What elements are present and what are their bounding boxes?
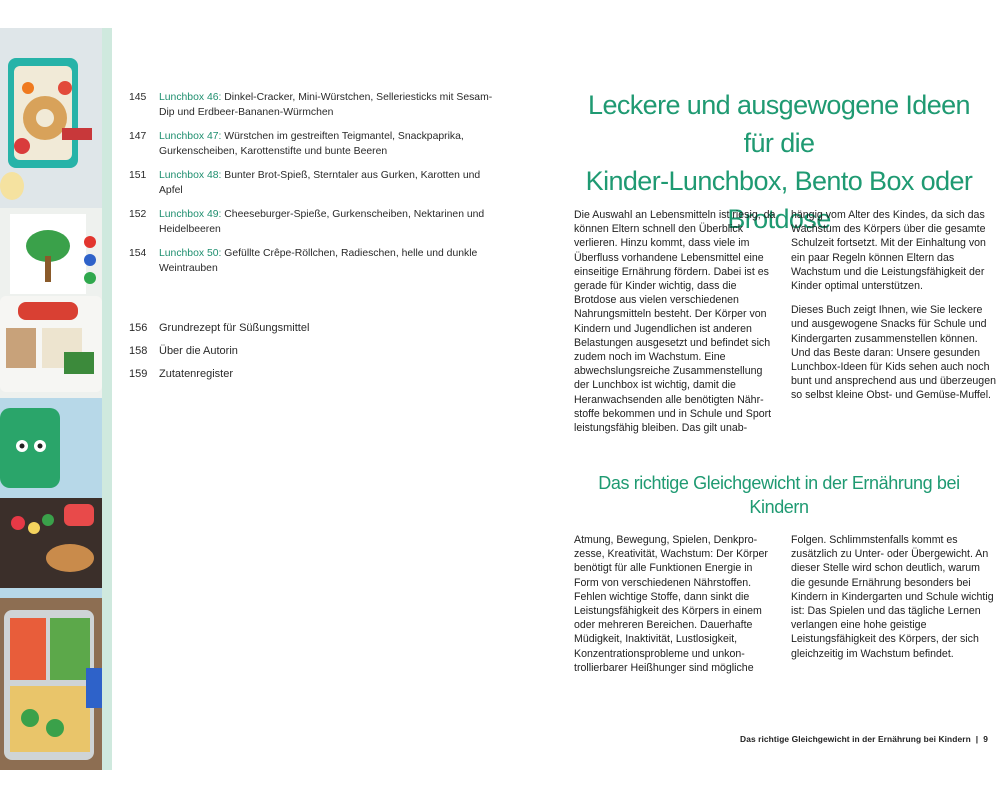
section-heading: Das richtige Gleichgewicht in der Ernährung bei Kindern [598, 473, 960, 517]
toc-entry-text [159, 90, 499, 120]
toc-entry-text [159, 129, 499, 159]
running-footer [740, 734, 988, 744]
footer-page-number: 9 [983, 734, 988, 744]
toc-spacer [129, 285, 499, 321]
intro-paragraph: Die Auswahl an Lebensmitteln ist riesig, da können Eltern schnell den Überblick verlieren. Hinzu kommt, dass viele im Überfluss vorhandene Lebensmittel eine einseitige Ernährung fördern. Dabei ist es gerade für Kinder wichtig, dass die Brotdose aus vielen verschiedenen Nahrungsmitteln besteht. Der Körper von Kindern und Jugendlichen ist anderen Belastungen ausgesetzt und befindet sich zudem noch im Wachstum. Eine abwechslungsreiche Zusammenstellung der Lunchbox ist wichtig, damit die Heranwachsenden alle benötigten Nährstoffe bekommen und in Schule und Sport leistungsfähig bleiben. Das gilt unab- [574, 209, 776, 435]
toc-description: Dinkel-Cracker, Mini-Würstchen, Selleriesticks mit Sesam-Dip und Erdbeer-Bananen-Würmchen [159, 92, 493, 118]
toc-entry-text [159, 246, 499, 276]
toc-lunchbox-label: Lunchbox 46: [159, 92, 222, 103]
toc-entry [129, 129, 499, 159]
toc-page-number: 151 [129, 170, 147, 181]
toc-description: Würstchen im gestreiften Teigmantel, Snackpaprika, Gurkenscheiben, Karottenstifte und bunte Beeren [159, 131, 464, 157]
intro-column-right [791, 208, 996, 413]
toc-entry [129, 344, 499, 359]
toc-page-number: 158 [129, 345, 148, 357]
intro-paragraph: Dieses Buch zeigt Ihnen, wie Sie leckere und ausgewogene Snacks für Schule und Kindergarten zusammenstellen können. Und das Beste daran: Unsere gesunden Lunchbox-Ideen für Kids sehen auch noch bunt und ansprechend aus und überzeugen so selbst kleine Obst- und Gemüse-Muffel. [791, 304, 996, 402]
page-title-line-1: Leckere und ausgewogene Ideen für die [588, 90, 970, 158]
lunchbox-photo-collage [0, 28, 102, 770]
toc-page-number: 152 [129, 209, 147, 220]
toc-page-number: 156 [129, 322, 148, 334]
toc-description: Cheeseburger-Spieße, Gurkenscheiben, Nektarinen und Heidelbeeren [159, 209, 485, 235]
toc-page-number: 147 [129, 131, 147, 142]
toc-entry [129, 168, 499, 198]
toc-page-number: 154 [129, 248, 147, 259]
toc-entry-text [159, 168, 499, 198]
toc-entry [129, 207, 499, 237]
page-title-line-2: Kinder-Lunchbox, Bento Box oder Brotdose [585, 166, 973, 234]
toc-entry [129, 246, 499, 276]
toc-lunchbox-label: Lunchbox 47: [159, 131, 222, 142]
toc-lunchbox-label: Lunchbox 49: [159, 209, 222, 220]
toc-page-number: 159 [129, 368, 148, 380]
toc-lunchbox-label: Lunchbox 48: [159, 170, 222, 181]
toc-lunchbox-label: Lunchbox 50: [159, 248, 222, 259]
toc-entry [129, 90, 499, 120]
intro-paragraph: hängig vom Alter des Kindes, da sich das Wachstum des Körpers über die gesamte Schulzeit fortsetzt. Mit der Einhaltung von ein paar Regeln können Eltern das Wachstum und die Leistungsfähigkeit der Kinder optimal unterstützen. [791, 209, 986, 293]
section-column-left [574, 533, 779, 685]
intro-column-left [574, 208, 779, 445]
table-of-contents [129, 90, 499, 390]
toc-description: Gefüllte Crêpe-Röllchen, Radieschen, helle und dunkle Weintrauben [159, 248, 478, 274]
toc-description: Bunter Brot-Spieß, Sterntaler aus Gurken, Karotten und Apfel [159, 170, 481, 196]
section-paragraph: Atmung, Bewegung, Spielen, Denkprozesse, Kreativität, Wachstum: Der Körper benötigt für alle Funktionen Energie in Form von verschiedenen Nährstoffen. Fehlen wichtige Stoffe, dann sinkt die Leistungsfähigkeit des Körpers in einem oder mehreren Bereichen. Dauerhafte Müdigkeit, Inaktivität, Lustlosigkeit, Konzentrationsprobleme und unkontrollierbarer Heißhunger sind mögliche [574, 534, 768, 674]
decorative-green-bar [102, 28, 112, 770]
footer-separator: | [975, 734, 979, 744]
toc-entry-text: Grundrezept für Süßungsmittel [159, 322, 310, 334]
toc-page-number: 145 [129, 92, 147, 103]
section-column-right [791, 533, 996, 671]
toc-entry-text: Über die Autorin [159, 345, 238, 357]
toc-entry-text [159, 207, 499, 237]
toc-entry-text: Zutatenregister [159, 368, 233, 380]
section-paragraph: Folgen. Schlimmstenfalls kommt es zusätzlich zu Unter- oder Übergewicht. An dieser Stelle wird schon deutlich, warum die gesunde Ernährung besonders bei Kindern in Kindergarten und Schule wichtig ist: Das Spielen und das tägliche Lernen verlangen eine hohe geistige Leistungsfähigkeit des Körpers, der sich gleichzeitig im Wachstum befindet. [791, 534, 994, 660]
toc-entry [129, 321, 499, 336]
toc-entry [129, 367, 499, 382]
photo-strip [0, 28, 102, 770]
footer-section-title: Das richtige Gleichgewicht in der Ernährung bei Kindern [740, 734, 971, 744]
